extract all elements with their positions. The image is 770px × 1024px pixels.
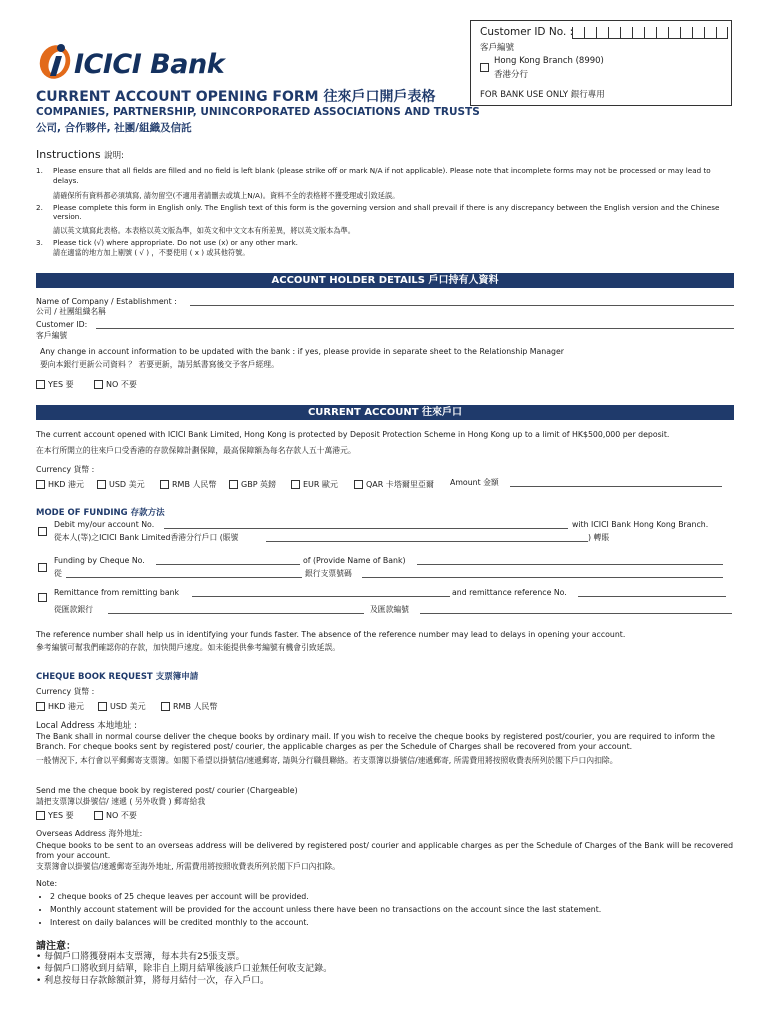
note-item: • Monthly account statement will be provided for the account unless there have been no transactions on the account since the last statement.	[50, 905, 736, 915]
remit-ref-input[interactable]	[578, 596, 726, 597]
customer-id-label: Customer ID No. :	[480, 26, 574, 38]
send-no-option[interactable]: NO 不要	[94, 810, 137, 821]
currency-label: Currency 貨幣 :	[36, 465, 95, 474]
funding-remit-checkbox[interactable]	[38, 593, 47, 602]
branch-en: Hong Kong Branch (8990)	[494, 56, 604, 66]
branch-zh: 香港分行	[494, 70, 529, 80]
bank-name: ICICI Bank	[74, 49, 225, 80]
reference-note-zh: 參考編號可幫我們確認你的存款，加快開戶速度。如未能提供參考編號有機會引致延誤。	[36, 643, 341, 652]
remit-bank-input[interactable]	[192, 596, 450, 597]
debit-account-input[interactable]	[164, 528, 568, 529]
deposit-protection-zh: 在本行所開立的往來戶口受香港的存款保障計劃保障，最高保障額為每名存款人五十萬港元。	[36, 446, 356, 455]
cheque-bank-label-en: of (Provide Name of Bank)	[303, 556, 406, 565]
note-item: • 2 cheque books of 25 cheque leaves per account will be provided.	[50, 892, 736, 902]
form-subtitle-en: COMPANIES, PARTNERSHIP, UNINCORPORATED ASSOCIATIONS AND TRUSTS	[36, 106, 480, 118]
cheque-bank-zh-input[interactable]	[66, 577, 302, 578]
customer-id-cells[interactable]	[572, 27, 728, 39]
note-item-zh: • 每個戶口將收到月結單，除非自上期月結單後該戶口並無任何收支記錄。	[36, 964, 333, 974]
funding-title: MODE OF FUNDING 存款方法	[36, 508, 165, 518]
overseas-address-zh: 支票簿會以掛號信/速遞郵寄至海外地址, 所需費用將按照收費表所列於閣下戶口內扣除。	[36, 862, 340, 871]
cheque-currency-usd-option[interactable]: USD 美元	[98, 701, 146, 712]
cheque-number-zh-input[interactable]	[362, 577, 723, 578]
currency-eur-option[interactable]: EUR 歐元	[291, 479, 338, 490]
debit-label-en: Debit my/our account No.	[54, 520, 155, 529]
form-title: CURRENT ACCOUNT OPENING FORM 往來戶口開戶表格	[36, 89, 436, 105]
remit-ref-label-en: and remittance reference No.	[452, 588, 567, 597]
branch-checkbox[interactable]	[480, 63, 489, 72]
cheque-currency-hkd-option[interactable]: HKD 港元	[36, 701, 84, 712]
send-registered-en: Send me the cheque book by registered post/ courier (Chargeable)	[36, 786, 298, 795]
funding-cheque-checkbox[interactable]	[38, 563, 47, 572]
instructions-list: 1. Please ensure that all fields are filled and no field is left blank (please strike off or mark N/A if not applicable). Please note that incomplete forms may not be processed or may lead to delays. 請確保所有資料都必須填寫, 請勿留空(不適用者請刪去或填上N/A)。資料不全的表格將不獲受理或引致延誤。 2. Please complete this form in English only. The English text of this form is the governing version and shall prevail if there is any discrepancy between the English version and the Chinese version. 請以英文填寫此表格。本表格以英文版為準，如英文和中文文本有所差異，將以英文版本為準。 3. Please tick (√) where appropriate. Do not use (x) or any other mark. 請在適當的地方加上剔號 ( √ ) ，不要使用 ( x ) 或其他符號。	[36, 166, 720, 257]
change-no-option[interactable]: NO 不要	[94, 379, 137, 390]
local-address-label: Local Address 本地地址 :	[36, 721, 137, 731]
remit-bank-zh-input[interactable]	[108, 613, 364, 614]
currency-hkd-option[interactable]: HKD 港元	[36, 479, 84, 490]
notes-list	[36, 892, 736, 931]
cheque-label-zh-a: 從	[54, 569, 62, 578]
debit-label-zh-b: ) 轉賬	[588, 533, 610, 542]
deposit-protection-en: The current account opened with ICICI Bank Limited, Hong Kong is protected by Deposit Protection Scheme in Hong Kong up to a limit of HK$500,000 per deposit.	[36, 430, 670, 439]
remit-ref-label-zh: 及匯款編號	[370, 605, 409, 614]
notes-title: Note:	[36, 879, 58, 888]
reference-note-en: The reference number shall help us in identifying your funds faster. The absence of the reference number may lead to delays in opening your account.	[36, 630, 626, 639]
remit-ref-zh-input[interactable]	[420, 613, 732, 614]
overseas-address-label: Overseas Address 海外地址:	[36, 829, 143, 838]
cheque-currency-label: Currency 貨幣 :	[36, 687, 95, 696]
change-info-en: Any change in account information to be updated with the bank : if yes, please provide in separate sheet to the Relationship Manager	[40, 347, 564, 356]
amount-label: Amount 金額	[450, 478, 499, 487]
holder-customer-id-input[interactable]	[96, 328, 734, 329]
change-yes-option[interactable]: YES 要	[36, 379, 74, 390]
company-name-zh: 公司 / 社團組織名稱	[36, 307, 106, 316]
current-account-banner: CURRENT ACCOUNT 往來戶口	[36, 405, 734, 420]
funding-debit-checkbox[interactable]	[38, 527, 47, 536]
remit-label-en: Remittance from remitting bank	[54, 588, 180, 597]
cheque-label-en: Funding by Cheque No.	[54, 556, 145, 565]
bank-use-only: FOR BANK USE ONLY 銀行專用	[480, 90, 605, 100]
debit-label-en-b: with ICICI Bank Hong Kong Branch.	[572, 520, 709, 529]
cheque-label-zh-b: 銀行支票號碼	[305, 569, 352, 578]
company-name-label: Name of Company / Establishment :	[36, 297, 177, 306]
form-subtitle-zh: 公司, 合作夥伴, 社團/組織及信託	[36, 122, 192, 134]
company-name-input[interactable]	[190, 305, 734, 306]
cheque-bank-input[interactable]	[417, 564, 723, 565]
local-address-zh: 一般情況下, 本行會以平郵郵寄支票簿。如閣下希望以掛號信/速遞郵寄, 請與分行職員聯絡。若支票簿以掛號信/速遞郵寄, 所需費用將按照收費表所列於閣下戶口內扣除。	[36, 756, 618, 765]
remit-label-zh: 從匯款銀行	[54, 605, 93, 614]
currency-rmb-option[interactable]: RMB 人民幣	[160, 479, 217, 490]
debit-account-zh-input[interactable]	[266, 541, 588, 542]
send-yes-option[interactable]: YES 要	[36, 810, 74, 821]
note-item-zh: • 利息按每日存款餘額計算，將每月結付一次，存入戶口。	[36, 976, 270, 986]
local-address-en: The Bank shall in normal course deliver the cheque books by ordinary mail. If you wish to receive the cheque books by registered post/courier, you are required to inform the Branch. For cheque books sent by registered post/ courier, the applicable charges as per the Schedule of Charges shall be recovered from your account.	[36, 732, 715, 751]
note-item-zh: • 每個戶口將獲發兩本支票簿，每本共有25張支票。	[36, 952, 245, 962]
holder-customer-id-label: Customer ID:	[36, 320, 88, 329]
currency-qar-option[interactable]: QAR 卡塔爾里亞爾	[354, 479, 434, 490]
customer-id-zh: 客戶編號	[480, 43, 515, 53]
notes-title-zh: 請注意：	[36, 941, 76, 952]
cheque-currency-rmb-option[interactable]: RMB 人民幣	[161, 701, 218, 712]
cheque-number-input[interactable]	[156, 564, 300, 565]
currency-gbp-option[interactable]: GBP 英鎊	[229, 479, 276, 490]
amount-input[interactable]	[510, 486, 722, 487]
note-item: • Interest on daily balances will be credited monthly to the account.	[50, 918, 736, 928]
instructions-title: Instructions 說明:	[36, 148, 124, 161]
change-info-zh: 要向本銀行更新公司資料 ？ 若要更新，請另紙書寫後交予客戶經理。	[40, 360, 279, 369]
account-holder-banner: ACCOUNT HOLDER DETAILS 戶口持有人資料	[36, 273, 734, 288]
currency-usd-option[interactable]: USD 美元	[97, 479, 145, 490]
holder-customer-id-zh: 客戶編號	[36, 331, 68, 340]
notes-list-zh	[36, 951, 332, 987]
overseas-address-en: Cheque books to be sent to an overseas address will be delivered by registered post/ courier and applicable charges as per the Schedule of Charges of the Bank will be recovered from your account.	[36, 841, 734, 860]
send-registered-zh: 請把支票簿以掛號信/ 速遞 ( 另外收費 ) 郵寄給我	[36, 797, 206, 806]
icici-logo-icon	[36, 40, 74, 80]
debit-label-zh: 從本人(等)之ICICI Bank Limited香港分行戶口 (賬號	[54, 533, 239, 542]
cheque-book-title: CHEQUE BOOK REQUEST 支票簿申請	[36, 672, 199, 682]
